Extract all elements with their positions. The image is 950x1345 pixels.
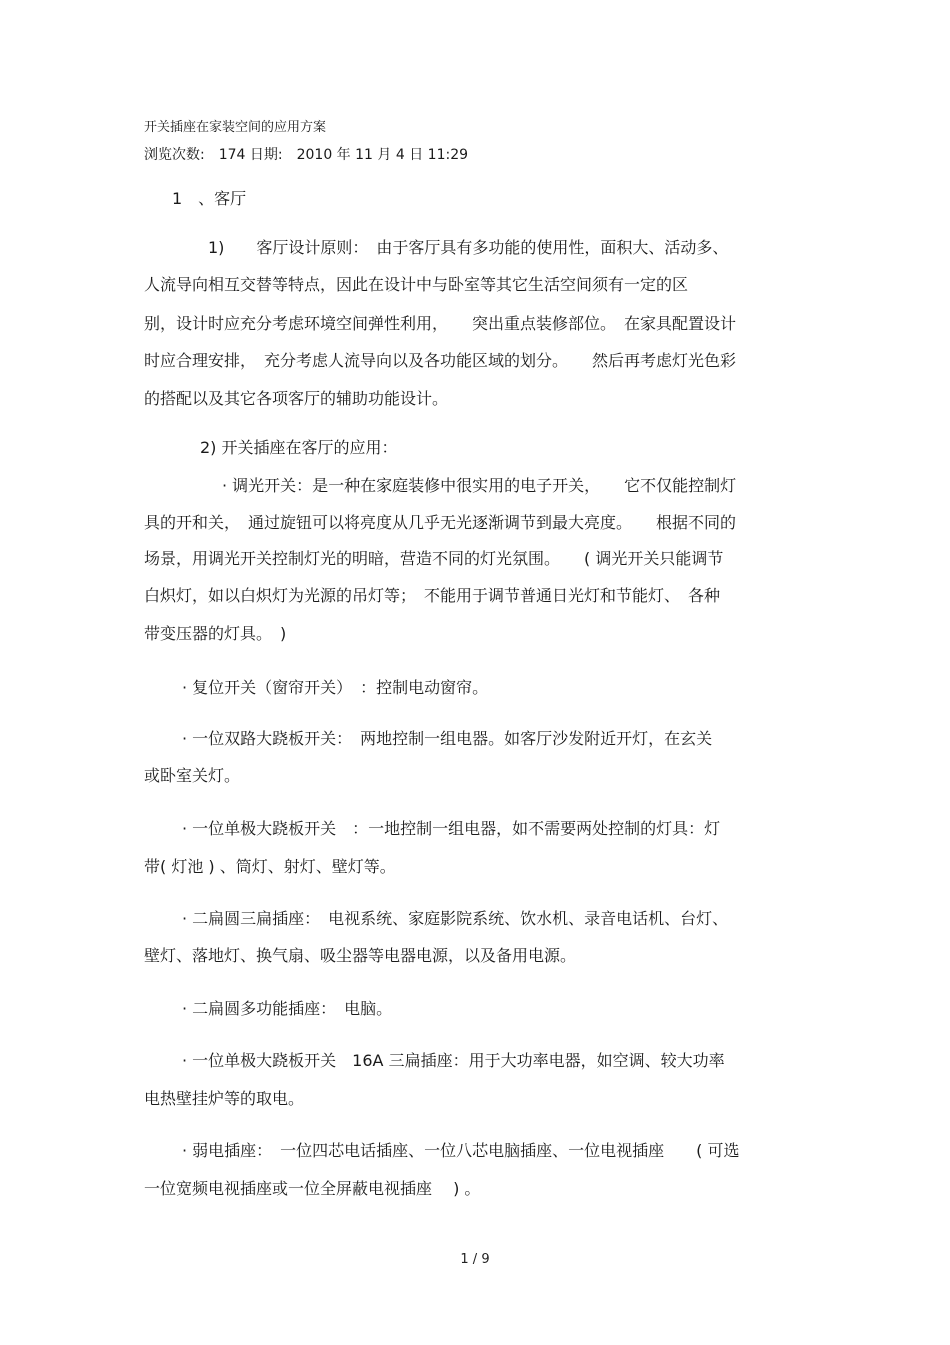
bullet-item: · 复位开关（窗帘开关） ：控制电动窗帘。 bbox=[182, 678, 489, 697]
bullet-item: · 二扁圆三扁插座： 电视系统、家庭影院系统、饮水机、录音电话机、台灯、 bbox=[182, 909, 729, 928]
paragraph-line: 别，设计时应充分考虑环境空间弹性利用， 突出重点装修部位。 在家具配置设计 bbox=[144, 314, 737, 333]
paragraph-line: 场景，用调光开关控制灯光的明暗，营造不同的灯光氛围。 ( 调光开关只能调节 bbox=[144, 549, 724, 568]
subheading: 2) 开关插座在客厅的应用： bbox=[200, 438, 398, 457]
paragraph-line: 带变压器的灯具。 ) bbox=[144, 624, 287, 643]
doc-title: 开关插座在家装空间的应用方案 bbox=[144, 120, 327, 135]
bullet-item: · 一位单极大跷板开关 16A 三扁插座：用于大功率电器，如空调、较大功率 bbox=[182, 1051, 725, 1070]
paragraph-line: 具的开和关， 通过旋钮可以将亮度从几乎无光逐渐调节到最大亮度。 根据不同的 bbox=[144, 513, 737, 532]
bullet-item: · 弱电插座： 一位四芯电话插座、一位八芯电脑插座、一位电视插座 ( 可选 bbox=[182, 1141, 740, 1160]
paragraph-line: 时应合理安排， 充分考虑人流导向以及各功能区域的划分。 然后再考虑灯光色彩 bbox=[144, 351, 737, 370]
paragraph-line: 人流导向相互交替等特点，因此在设计中与卧室等其它生活空间须有一定的区 bbox=[144, 275, 689, 294]
bullet-item: · 调光开关：是一种在家庭装修中很实用的电子开关， 它不仅能控制灯 bbox=[222, 476, 737, 495]
paragraph-line: 一位宽频电视插座或一位全屏蔽电视插座 ) 。 bbox=[144, 1179, 481, 1198]
paragraph-line: 壁灯、落地灯、换气扇、吸尘器等电器电源，以及备用电源。 bbox=[144, 946, 577, 965]
bullet-item: · 二扁圆多功能插座： 电脑。 bbox=[182, 999, 393, 1018]
bullet-item: · 一位单极大跷板开关 ：一地控制一组电器，如不需要两处控制的灯具：灯 bbox=[182, 819, 721, 838]
paragraph-line: 的搭配以及其它各项客厅的辅助功能设计。 bbox=[144, 389, 449, 408]
paragraph-line: 带( 灯池 ) 、筒灯、射灯、壁灯等。 bbox=[144, 857, 396, 876]
paragraph-line: 白炽灯，如以白炽灯为光源的吊灯等； 不能用于调节普通日光灯和节能灯、 各种 bbox=[144, 586, 721, 605]
section-heading: 1 、客厅 bbox=[172, 189, 247, 208]
doc-meta: 浏览次数: 174 日期: 2010 年 11 月 4 日 11:29 bbox=[144, 147, 469, 163]
bullet-item: · 一位双路大跷板开关： 两地控制一组电器。如客厅沙发附近开灯，在玄关 bbox=[182, 729, 713, 748]
paragraph-line: 1) 客厅设计原则： 由于客厅具有多功能的使用性，面积大、活动多、 bbox=[208, 238, 729, 257]
paragraph-line: 电热壁挂炉等的取电。 bbox=[144, 1089, 305, 1108]
page-number: 1 / 9 bbox=[460, 1252, 490, 1267]
paragraph-line: 或卧室关灯。 bbox=[144, 766, 241, 785]
